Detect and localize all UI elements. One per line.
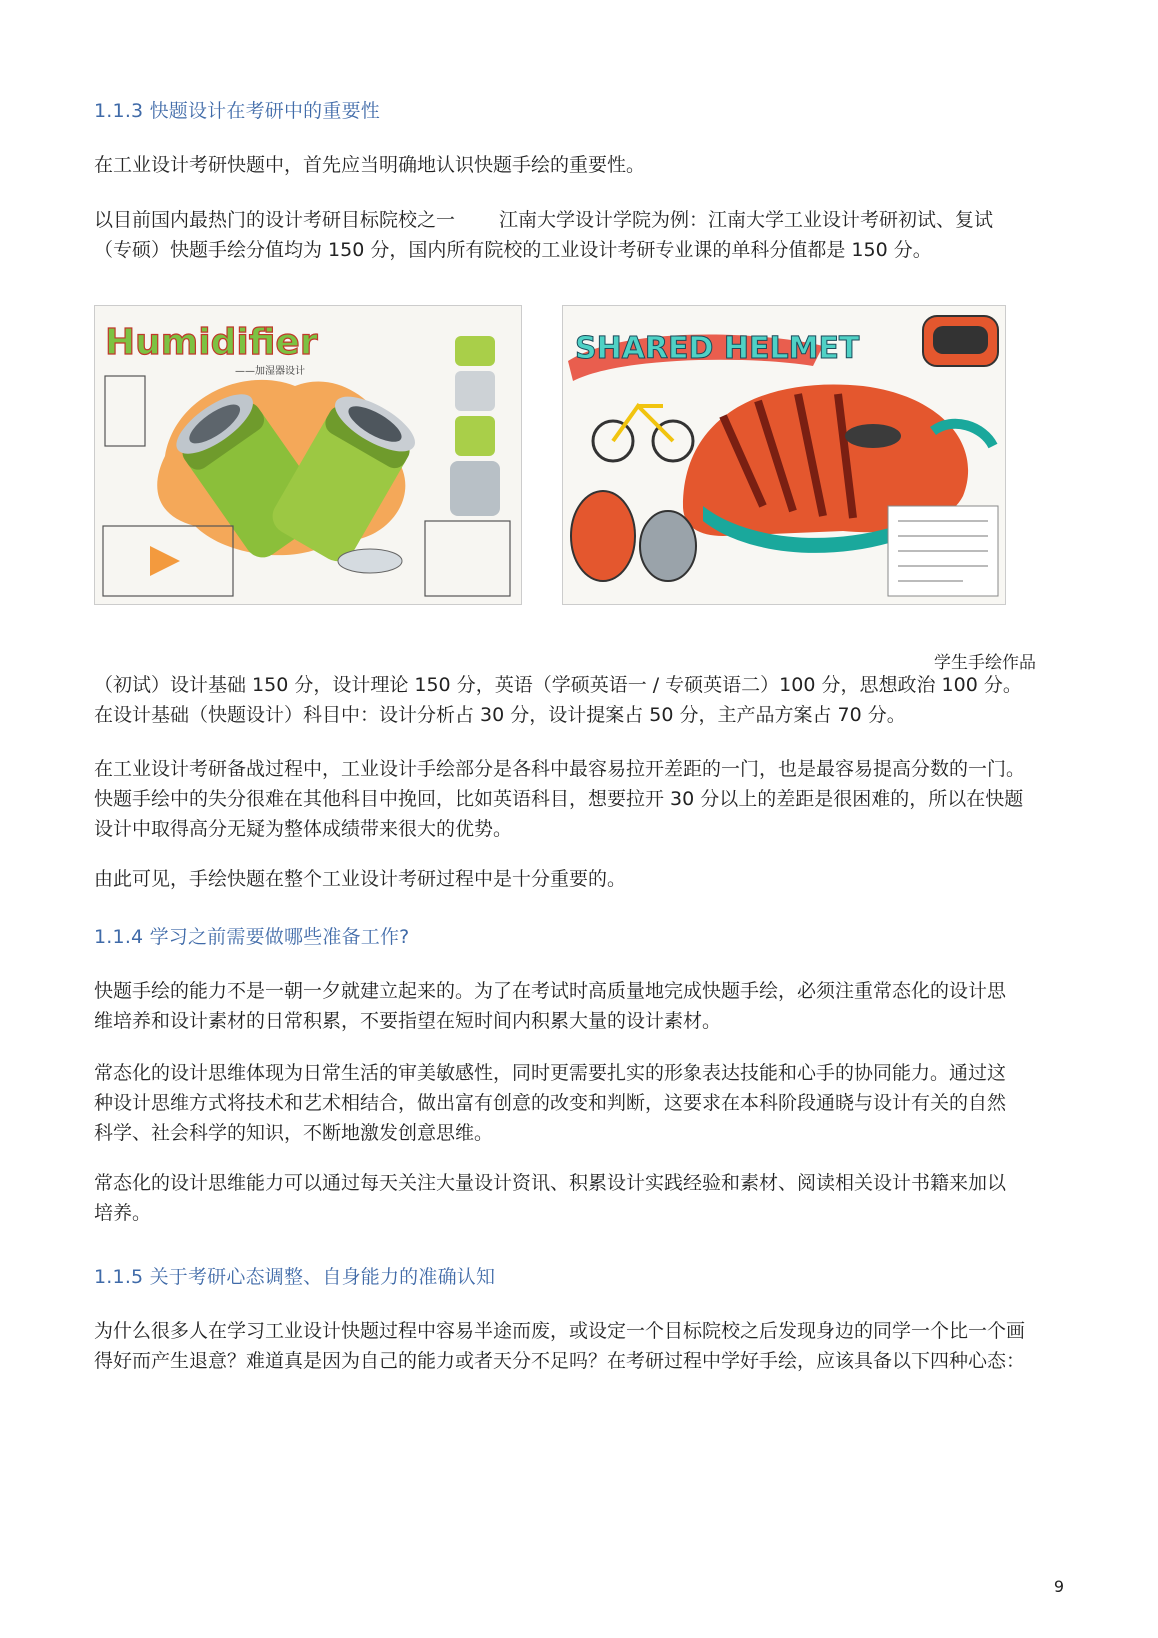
figure-caption: 学生手绘作品 [934, 653, 1036, 673]
advantage-line2: 快题手绘中的失分很难在其他科目中挽回，比如英语科目，想要拉开 30 分以上的差距是很困难的，所以在快题 [94, 788, 1024, 810]
humidifier-title-text: Humidifier [105, 322, 318, 363]
prep-p2-line2: 种设计思维方式将技术和艺术相结合，做出富有创意的改变和判断，这要求在本科阶段通晓与设计有关的自然 [94, 1092, 1007, 1114]
page-number: 9 [1053, 1577, 1064, 1596]
jiangnan-line1-a: 以目前国内最热门的设计考研目标院校之一 [94, 209, 456, 231]
humidifier-subtitle-text: ——加湿器设计 [235, 366, 305, 377]
helmet-title-text: SHARED HELMET [575, 331, 860, 366]
humidifier-sketch-figure [94, 305, 522, 605]
paragraph-conclusion: 由此可见，手绘快题在整个工业设计考研过程中是十分重要的。 [94, 868, 627, 890]
prep-p2-line1: 常态化的设计思维体现为日常生活的审美敏感性，同时更需要扎实的形象表达技能和心手的协同能力。通过这 [94, 1062, 1007, 1084]
jiangnan-line2: （专硕）快题手绘分值均为 150 分，国内所有院校的工业设计考研专业课的单科分值都是 150 分。 [94, 239, 932, 261]
mindset-line2: 得好而产生退意？难道真是因为自己的能力或者天分不足吗？在考研过程中学好手绘，应该具备以下四种心态： [94, 1350, 1026, 1372]
paragraph-preparation [94, 976, 1084, 1036]
section-heading-1-1-4: 1.1.4 学习之前需要做哪些准备工作? [94, 926, 410, 948]
paragraph-design-thinking [94, 1058, 1084, 1148]
humidifier-sketch-image [95, 306, 521, 604]
prep-p1-line2: 维培养和设计素材的日常积累，不要指望在短时间内积累大量的设计素材。 [94, 1010, 722, 1032]
scores-line1: （初试）设计基础 150 分，设计理论 150 分，英语（学硕英语一 / 专硕英语二）100 分，思想政治 100 分。 [94, 674, 1022, 696]
paragraph-advantage [94, 754, 1084, 844]
prep-p2-line3: 科学、社会科学的知识，不断地激发创意思维。 [94, 1122, 494, 1144]
prep-p3-line1: 常态化的设计思维能力可以通过每天关注大量设计资讯、积累设计实践经验和素材、阅读相关设计书籍来加以 [94, 1172, 1007, 1194]
paragraph-jiangnan-example [94, 205, 1084, 265]
paragraph-mindset [94, 1316, 1084, 1376]
paragraph-importance: 在工业设计考研快题中，首先应当明确地认识快题手绘的重要性。 [94, 154, 646, 176]
advantage-line3: 设计中取得高分无疑为整体成绩带来很大的优势。 [94, 818, 513, 840]
mindset-line1: 为什么很多人在学习工业设计快题过程中容易半途而废，或设定一个目标院校之后发现身边的同学一个比一个画 [94, 1320, 1026, 1342]
scores-line2: 在设计基础（快题设计）科目中：设计分析占 30 分，设计提案占 50 分，主产品方案占 70 分。 [94, 704, 906, 726]
prep-p3-line2: 培养。 [94, 1202, 152, 1224]
shared-helmet-sketch-image [563, 306, 1005, 604]
jiangnan-line1-b: 江南大学设计学院为例：江南大学工业设计考研初试、复试 [499, 209, 994, 231]
advantage-line1: 在工业设计考研备战过程中，工业设计手绘部分是各科中最容易拉开差距的一门，也是最容易提高分数的一门。 [94, 758, 1026, 780]
paragraph-scores [94, 670, 1084, 730]
prep-p1-line1: 快题手绘的能力不是一朝一夕就建立起来的。为了在考试时高质量地完成快题手绘，必须注重常态化的设计思 [94, 980, 1007, 1002]
section-heading-1-1-5: 1.1.5 关于考研心态调整、自身能力的准确认知 [94, 1266, 496, 1288]
section-heading-1-1-3: 1.1.3 快题设计在考研中的重要性 [94, 100, 380, 122]
shared-helmet-sketch-figure [562, 305, 1006, 605]
paragraph-cultivation [94, 1168, 1084, 1228]
